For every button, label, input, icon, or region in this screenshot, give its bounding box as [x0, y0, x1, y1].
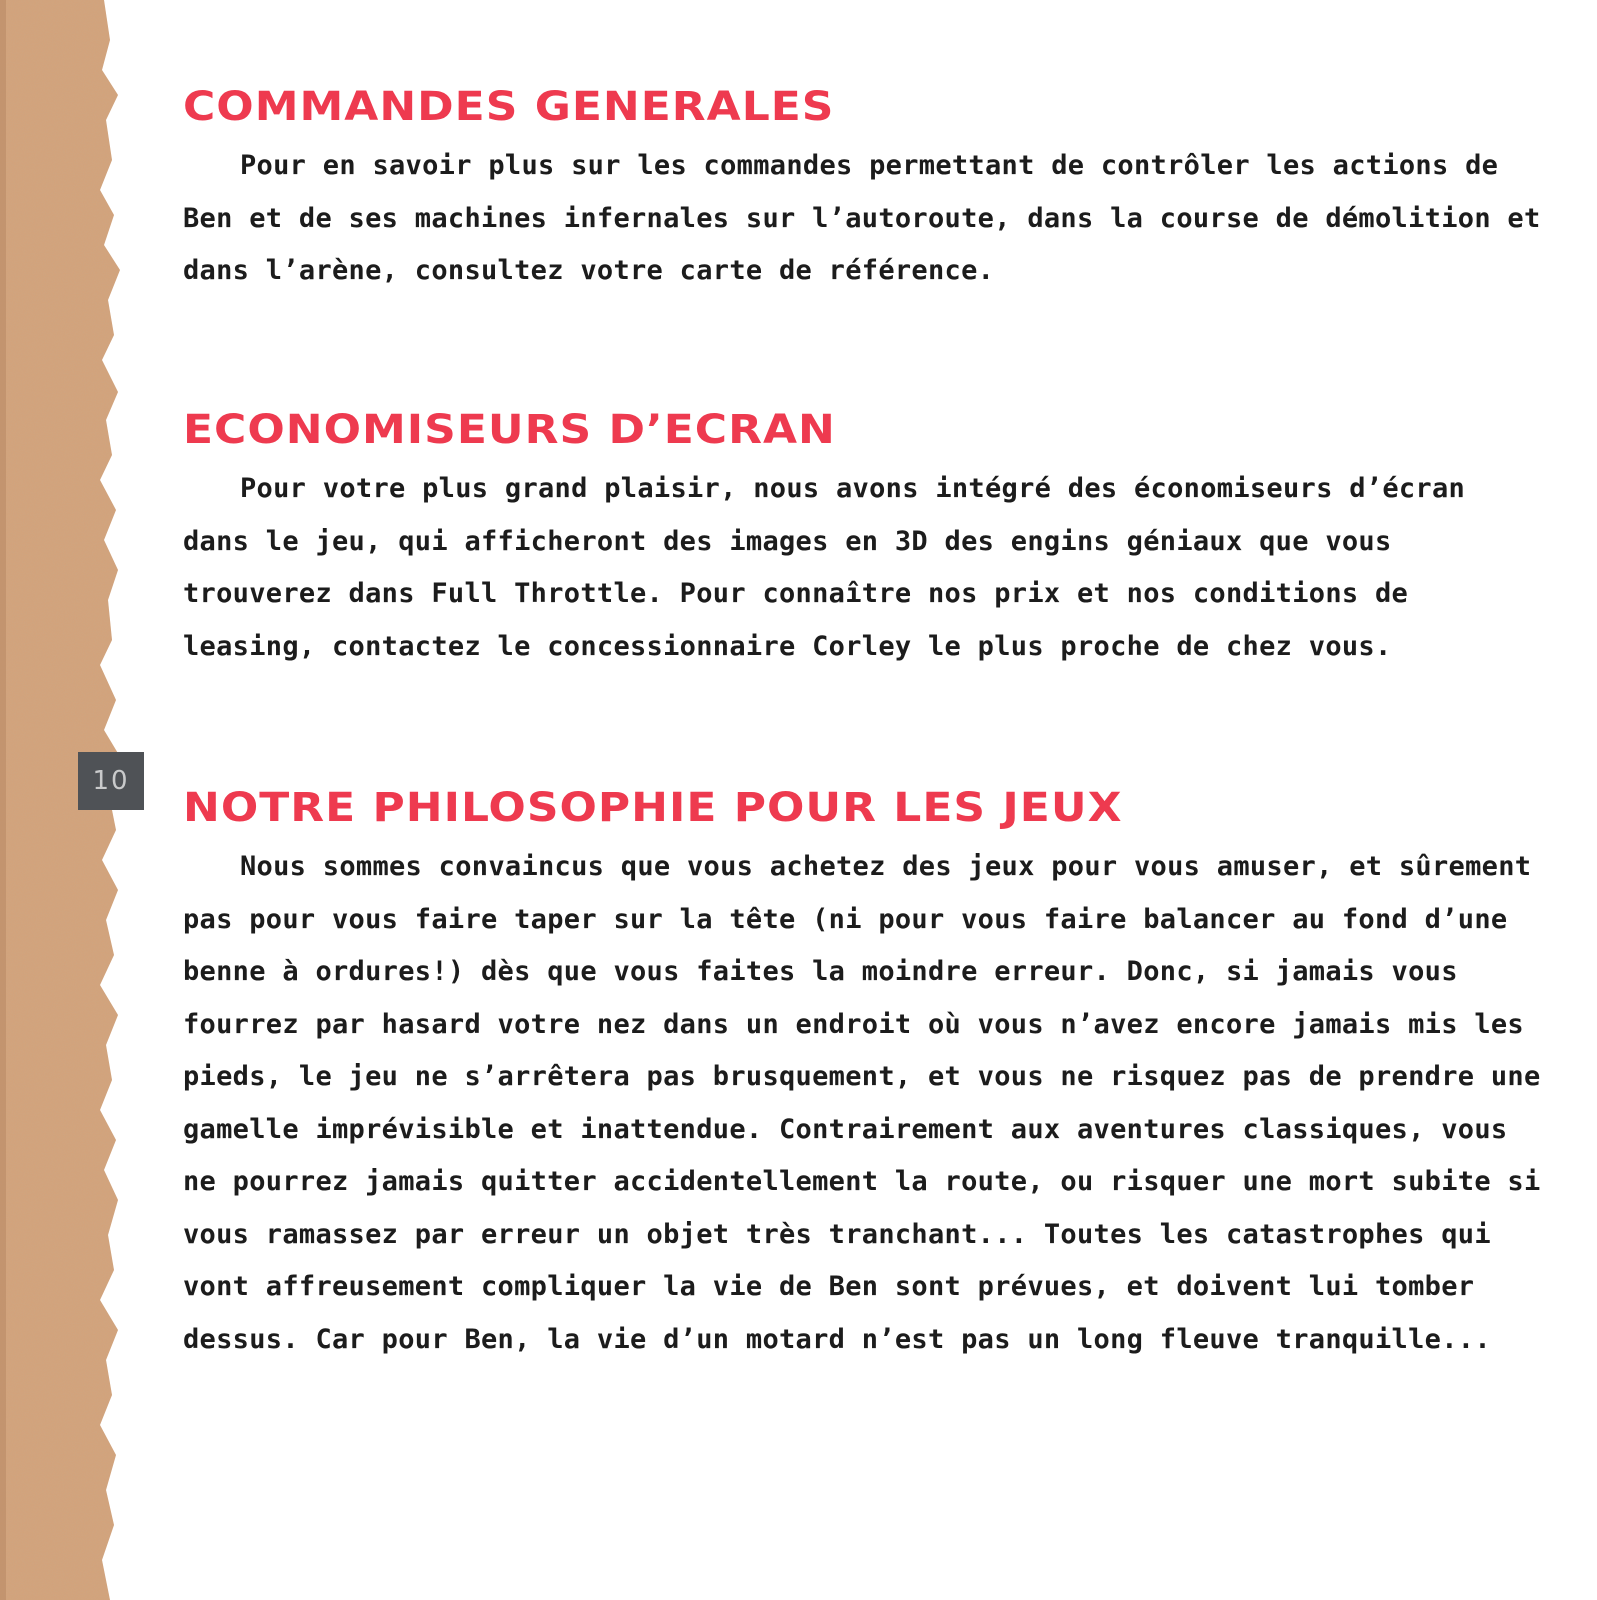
section-philosophie-jeux [183, 785, 1543, 1366]
section-paragraph: Pour votre plus grand plaisir, nous avons intégré des économiseurs d’écran dans le jeu, qui afficheront des images en 3D des engins géniaux que vous trouverez dans Full Throttle. Pour connaître nos prix et nos conditions de leasing, contactez le concessionnaire Corley le plus proche de chez vous. [183, 473, 1466, 662]
section-paragraph: Nous sommes convaincus que vous achetez des jeux pour vous amuser, et sûrement pas pour vous faire taper sur la tête (ni pour vous faire balancer au fond d’une benne à ordures!) dès que vous faites la moindre erreur. Donc, si jamais vous fourrez par hasard votre nez dans un endroit où vous n’avez encore jamais mis les pieds, le jeu ne s’arrêtera pas brusquement, et vous ne risquez pas de prendre une gamelle imprévisible et inattendue. Contrairement aux aventures classiques, vous ne pourrez jamais quitter accidentellement la route, ou risquer une mort subite si vous ramassez par erreur un objet très tranchant... Toutes les catastrophes qui vont affreusement compliquer la vie de Ben sont prévues, et doivent lui tomber dessus. Car pour Ben, la vie d’un motard n’est pas un long fleuve tranquille... [183, 851, 1541, 1355]
section-economiseurs-ecran [183, 407, 1543, 673]
page-number: 10 [78, 752, 144, 810]
section-commandes-generales [183, 84, 1543, 298]
section-paragraph: Pour en savoir plus sur les commandes permettant de contrôler les actions de Ben et de ses machines infernales sur l’autoroute, dans la course de démolition et dans l’arène, consultez votre carte de référence. [183, 150, 1541, 286]
section-heading: COMMANDES GENERALES [183, 83, 835, 130]
section-heading: NOTRE PHILOSOPHIE POUR LES JEUX [183, 784, 1123, 831]
section-heading: ECONOMISEURS D’ECRAN [183, 406, 836, 453]
